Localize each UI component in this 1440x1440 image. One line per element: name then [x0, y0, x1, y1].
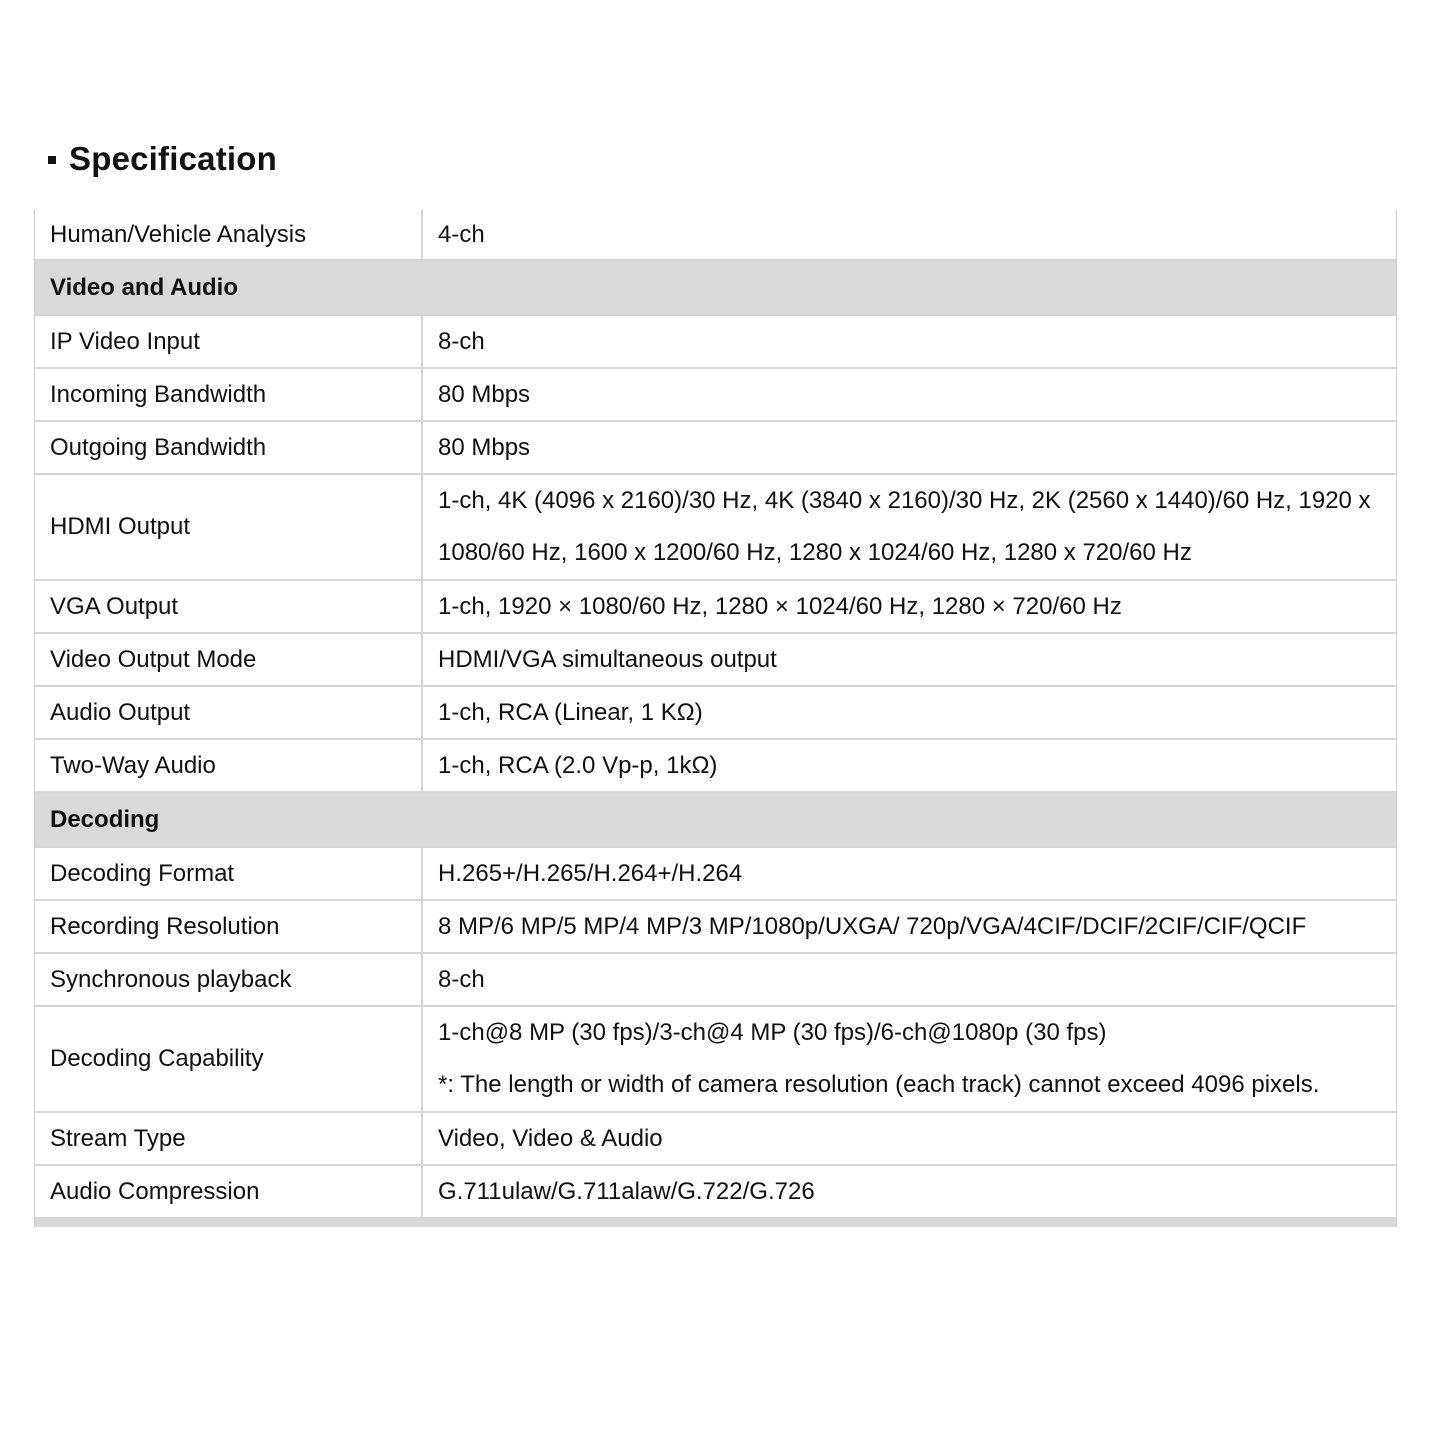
spec-value-line: 8 MP/6 MP/5 MP/4 MP/3 MP/1080p/UXGA/ 720p/VGA/4CIF/DCIF/2CIF/CIF/QCIF	[438, 912, 1307, 940]
spec-label: Audio Output	[35, 687, 423, 738]
table-row	[35, 634, 1396, 687]
spec-value-line: HDMI/VGA simultaneous output	[438, 645, 777, 673]
table-row	[35, 1166, 1396, 1219]
spec-label: Decoding Format	[35, 848, 423, 899]
spec-label: Outgoing Bandwidth	[35, 422, 423, 473]
spec-label: Decoding Capability	[35, 1007, 423, 1111]
table-row	[35, 1113, 1396, 1166]
bullet-icon	[48, 156, 56, 164]
spec-value-line: 1-ch@8 MP (30 fps)/3-ch@4 MP (30 fps)/6-ch@1080p (30 fps)	[438, 1019, 1107, 1046]
spec-value-line: 8-ch	[438, 327, 485, 355]
table-row	[35, 369, 1396, 422]
table-row	[35, 687, 1396, 740]
table-row	[35, 210, 1396, 261]
spec-value-line: G.711ulaw/G.711alaw/G.722/G.726	[438, 1177, 815, 1205]
spec-label: IP Video Input	[35, 316, 423, 367]
section-header	[35, 793, 1396, 848]
spec-value	[423, 740, 1396, 791]
spec-value	[423, 687, 1396, 738]
spec-value-line: 1-ch, RCA (2.0 Vp-p, 1kΩ)	[438, 751, 718, 779]
spec-value	[423, 634, 1396, 685]
spec-value-line: Video, Video & Audio	[438, 1124, 663, 1152]
spec-value-line: 1-ch, 4K (4096 x 2160)/30 Hz, 4K (3840 x 2160)/30 Hz, 2K (2560 x 1440)/60 Hz, 1920 x	[438, 487, 1371, 514]
spec-label: Two-Way Audio	[35, 740, 423, 791]
table-row	[35, 1007, 1396, 1113]
spec-value-line: 80 Mbps	[438, 433, 531, 461]
spec-label: HDMI Output	[35, 475, 423, 579]
spec-value-line: 80 Mbps	[438, 380, 531, 408]
section-title: Decoding	[50, 805, 160, 833]
table-row	[35, 848, 1396, 901]
spec-value	[423, 954, 1396, 1005]
spec-value	[423, 1007, 1396, 1111]
spec-value-line: 4-ch	[438, 220, 485, 248]
table-row	[35, 581, 1396, 634]
spec-value	[423, 475, 1396, 579]
table-row	[35, 740, 1396, 793]
spec-value-line: 8-ch	[438, 965, 485, 993]
spec-value	[423, 422, 1396, 473]
spec-value	[423, 369, 1396, 420]
table-row	[35, 422, 1396, 475]
spec-value	[423, 581, 1396, 632]
spec-label: VGA Output	[35, 581, 423, 632]
spec-value	[423, 210, 1396, 259]
page-title	[48, 136, 277, 182]
spec-label: Recording Resolution	[35, 901, 423, 952]
table-footer-bar	[35, 1219, 1396, 1227]
spec-value	[423, 901, 1396, 952]
spec-label: Synchronous playback	[35, 954, 423, 1005]
table-row	[35, 901, 1396, 954]
specification-table	[34, 210, 1397, 1227]
section-title: Video and Audio	[50, 273, 239, 301]
table-row	[35, 954, 1396, 1007]
spec-label: Incoming Bandwidth	[35, 369, 423, 420]
table-row	[35, 475, 1396, 581]
spec-value-line: 1-ch, 1920 × 1080/60 Hz, 1280 × 1024/60 Hz, 1280 × 720/60 Hz	[438, 592, 1122, 620]
spec-value	[423, 848, 1396, 899]
spec-label: Stream Type	[35, 1113, 423, 1164]
spec-value	[423, 1166, 1396, 1217]
spec-value-line: H.265+/H.265/H.264+/H.264	[438, 859, 743, 887]
table-row	[35, 316, 1396, 369]
spec-label: Audio Compression	[35, 1166, 423, 1217]
page-title-text: Specification	[69, 140, 277, 177]
spec-label: Human/Vehicle Analysis	[35, 210, 423, 259]
section-header	[35, 261, 1396, 316]
spec-label: Video Output Mode	[35, 634, 423, 685]
spec-value-line: *: The length or width of camera resolution (each track) cannot exceed 4096 pixels.	[438, 1071, 1320, 1098]
spec-value	[423, 316, 1396, 367]
spec-value-line: 1-ch, RCA (Linear, 1 KΩ)	[438, 698, 703, 726]
spec-value	[423, 1113, 1396, 1164]
spec-value-line: 1080/60 Hz, 1600 x 1200/60 Hz, 1280 x 1024/60 Hz, 1280 x 720/60 Hz	[438, 539, 1192, 566]
